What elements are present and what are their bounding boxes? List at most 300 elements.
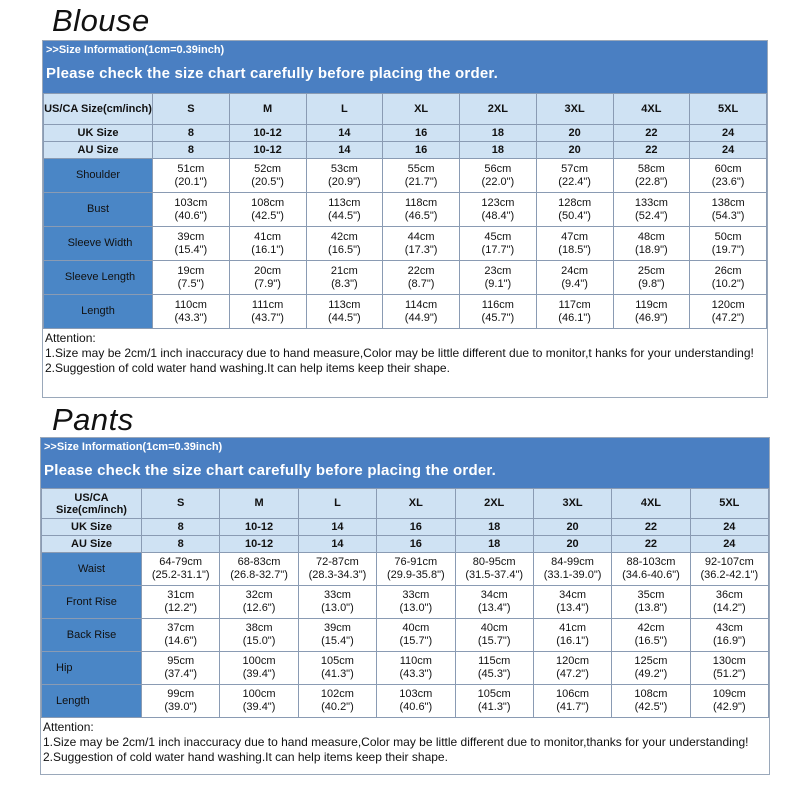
measurement-cell [377, 685, 455, 718]
value-inch: (46.5") [404, 209, 438, 222]
uk-size-cell: 22 [613, 125, 690, 142]
value-cm: 33cm [323, 589, 351, 601]
value-cm: 35cm [637, 589, 665, 601]
value-inch: (51.2") [712, 668, 746, 680]
measurement-row [44, 227, 767, 261]
value-inch: (23.6") [711, 175, 745, 188]
uk-size-cell: 24 [690, 519, 768, 536]
value-inch: (13.0") [399, 602, 433, 614]
value-inch: (41.3") [477, 701, 511, 713]
value-inch: (15.4") [321, 635, 354, 647]
au-size-cell: 20 [536, 142, 613, 159]
measurement-cell [306, 159, 383, 193]
measurement-cell [536, 159, 613, 193]
measurement-cell [229, 159, 306, 193]
measurement-cell [536, 261, 613, 295]
value-cm: 51cm [177, 162, 205, 175]
measurement-cell [153, 261, 230, 295]
value-inch: (49.2") [634, 668, 668, 680]
measurement-cell [533, 652, 611, 685]
size-table [41, 488, 769, 718]
value-inch: (8.3") [331, 277, 358, 290]
value-cm: 100cm [242, 688, 276, 700]
size-header-cell: S [153, 94, 230, 125]
measurement-cell [455, 553, 533, 586]
value-inch: (9.8") [638, 277, 665, 290]
measurement-row [42, 685, 769, 718]
value-cm: 56cm [484, 162, 512, 175]
blouse-section-title: Blouse [52, 3, 150, 38]
value-cm: 39cm [177, 230, 205, 243]
value-inch: (15.0") [242, 635, 276, 647]
uk-size-cell: 20 [536, 125, 613, 142]
value-inch: (41.7") [556, 701, 589, 713]
value-inch: (47.2") [556, 668, 589, 680]
value-inch: (44.5") [328, 311, 361, 324]
measurement-cell [455, 619, 533, 652]
value-inch: (20.1") [174, 175, 208, 188]
measurement-cell [229, 295, 306, 329]
measurement-row [42, 586, 769, 619]
measurement-label: Waist [42, 553, 142, 586]
value-inch: (19.7") [711, 243, 745, 256]
uk-size-label: UK Size [42, 519, 142, 536]
value-cm: 109cm [712, 688, 746, 700]
measurement-cell [220, 685, 298, 718]
measurement-label: Length [42, 685, 142, 718]
value-cm: 123cm [481, 196, 515, 209]
value-cm: 57cm [561, 162, 589, 175]
value-inch: (13.4") [556, 602, 589, 614]
measurement-cell [229, 193, 306, 227]
measurement-cell [613, 227, 690, 261]
value-inch: (39.0") [164, 701, 197, 713]
value-cm: 118cm [405, 196, 438, 209]
au-size-cell: 20 [533, 536, 611, 553]
value-inch: (48.4") [481, 209, 515, 222]
value-cm: 119cm [635, 298, 668, 311]
size-info-header [41, 438, 769, 488]
value-inch: (16.5") [634, 635, 668, 647]
uk-size-row [42, 519, 769, 536]
uk-size-cell: 8 [142, 519, 220, 536]
measurement-cell [690, 553, 768, 586]
value-cm: 19cm [177, 264, 205, 277]
measurement-cell [613, 261, 690, 295]
value-inch: (44.5") [328, 209, 361, 222]
measurement-cell [298, 586, 376, 619]
size-header-cell: 5XL [690, 489, 768, 519]
uk-size-row [44, 125, 767, 142]
measurement-cell [306, 193, 383, 227]
measurement-cell [377, 652, 455, 685]
measurement-row [42, 619, 769, 652]
measurement-cell [377, 553, 455, 586]
au-size-cell: 18 [460, 142, 537, 159]
value-inch: (22.0") [481, 175, 515, 188]
check-size-notice: Please check the size chart carefully before placing the order. [44, 462, 496, 479]
measurement-cell [377, 619, 455, 652]
measurement-label: Shoulder [44, 159, 153, 193]
au-size-cell: 8 [153, 142, 230, 159]
size-header-cell: 3XL [533, 489, 611, 519]
attention-notes [43, 329, 767, 376]
value-cm: 95cm [167, 655, 195, 667]
value-inch: (42.5") [634, 701, 668, 713]
value-inch: (47.2") [711, 311, 745, 324]
value-inch: (39.4") [242, 668, 276, 680]
measurement-cell [142, 619, 220, 652]
value-cm: 114cm [405, 298, 438, 311]
uk-size-cell: 16 [377, 519, 455, 536]
value-cm: 88-103cm [626, 556, 676, 568]
measurement-cell [536, 295, 613, 329]
value-cm: 40cm [480, 622, 508, 634]
value-cm: 23cm [484, 264, 512, 277]
value-inch: (25.2-31.1") [151, 569, 210, 581]
size-info-line: >>Size Information(1cm=0.39inch) [44, 441, 223, 453]
value-inch: (40.2") [321, 701, 354, 713]
value-cm: 42cm [637, 622, 665, 634]
value-cm: 45cm [484, 230, 512, 243]
measurement-cell [690, 652, 768, 685]
measurement-cell [298, 685, 376, 718]
value-cm: 113cm [328, 298, 361, 311]
measurement-cell [306, 295, 383, 329]
size-info-header [43, 41, 767, 93]
measurement-cell [220, 553, 298, 586]
measurement-cell [612, 586, 690, 619]
value-cm: 84-99cm [551, 556, 594, 568]
value-inch: (42.5") [251, 209, 284, 222]
measurement-cell [383, 261, 460, 295]
attention-title: Attention: [45, 331, 96, 345]
value-inch: (40.6") [174, 209, 208, 222]
measurement-cell [220, 586, 298, 619]
au-size-label: AU Size [42, 536, 142, 553]
value-inch: (52.4") [635, 209, 668, 222]
value-cm: 72-87cm [316, 556, 359, 568]
au-size-cell: 24 [690, 142, 767, 159]
value-cm: 76-91cm [394, 556, 438, 568]
measurement-cell [306, 227, 383, 261]
size-header-cell: S [142, 489, 220, 519]
measurement-row [44, 159, 767, 193]
measurement-cell [460, 295, 537, 329]
value-inch: (37.4") [164, 668, 197, 680]
measurement-cell [533, 619, 611, 652]
au-size-row [42, 536, 769, 553]
value-inch: (46.9") [635, 311, 668, 324]
size-info-line: >>Size Information(1cm=0.39inch) [46, 44, 225, 56]
value-cm: 108cm [251, 196, 285, 209]
value-cm: 42cm [330, 230, 358, 243]
size-header-cell: 3XL [536, 94, 613, 125]
pants-size-chart [40, 437, 770, 775]
size-header-cell: M [229, 94, 306, 125]
value-cm: 113cm [328, 196, 361, 209]
value-inch: (13.8") [634, 602, 668, 614]
measurement-cell [142, 553, 220, 586]
value-cm: 34cm [559, 589, 587, 601]
value-inch: (22.4") [558, 175, 591, 188]
blouse-size-chart [42, 40, 768, 398]
value-inch: (15.7") [399, 635, 433, 647]
measurement-cell [612, 619, 690, 652]
value-inch: (26.8-32.7") [230, 569, 288, 581]
value-cm: 48cm [637, 230, 665, 243]
value-cm: 40cm [402, 622, 430, 634]
value-cm: 128cm [558, 196, 592, 209]
value-inch: (15.4") [174, 243, 208, 256]
value-inch: (16.1") [251, 243, 284, 256]
value-cm: 117cm [558, 298, 591, 311]
au-size-cell: 14 [298, 536, 376, 553]
value-cm: 64-79cm [159, 556, 203, 568]
value-inch: (22.8") [635, 175, 668, 188]
value-cm: 24cm [561, 264, 589, 277]
value-inch: (36.2-42.1") [700, 569, 759, 581]
au-size-cell: 22 [613, 142, 690, 159]
measurement-row [44, 295, 767, 329]
measurement-label: Sleeve Width [44, 227, 153, 261]
size-header-row [44, 94, 767, 125]
value-inch: (17.3") [404, 243, 438, 256]
size-header-cell: L [306, 94, 383, 125]
value-cm: 25cm [637, 264, 665, 277]
value-cm: 110cm [399, 655, 432, 667]
value-inch: (20.5") [251, 175, 284, 188]
au-size-cell: 18 [455, 536, 533, 553]
uk-size-cell: 14 [298, 519, 376, 536]
value-cm: 105cm [320, 655, 354, 667]
value-inch: (16.5") [328, 243, 361, 256]
value-inch: (20.9") [328, 175, 361, 188]
au-size-cell: 24 [690, 536, 768, 553]
value-cm: 106cm [556, 688, 590, 700]
measurement-cell [142, 652, 220, 685]
value-inch: (29.9-35.8") [386, 569, 445, 581]
measurement-cell [536, 193, 613, 227]
measurement-label: Hip [42, 652, 142, 685]
measurement-cell [612, 685, 690, 718]
au-size-cell: 16 [383, 142, 460, 159]
uk-size-cell: 20 [533, 519, 611, 536]
uk-size-cell: 10-12 [220, 519, 298, 536]
measurement-cell [298, 553, 376, 586]
attention-note-2: 2.Suggestion of cold water hand washing.It can help items keep their shape. [45, 361, 450, 375]
value-inch: (45.3") [477, 668, 511, 680]
uk-size-label: UK Size [44, 125, 153, 142]
size-header-cell: M [220, 489, 298, 519]
value-inch: (10.2") [711, 277, 745, 290]
value-inch: (39.4") [242, 701, 276, 713]
pants-section-title: Pants [52, 402, 134, 437]
measurement-row [42, 553, 769, 586]
measurement-cell [229, 261, 306, 295]
value-inch: (21.7") [404, 175, 438, 188]
value-cm: 50cm [714, 230, 742, 243]
measurement-cell [613, 193, 690, 227]
value-cm: 111cm [251, 298, 284, 311]
value-cm: 53cm [330, 162, 358, 175]
value-inch: (31.5-37.4") [465, 569, 524, 581]
corner-label: US/CA Size(cm/inch) [44, 94, 153, 125]
value-cm: 41cm [254, 230, 282, 243]
value-inch: (12.2") [164, 602, 197, 614]
value-cm: 33cm [402, 589, 430, 601]
value-cm: 47cm [561, 230, 589, 243]
value-cm: 102cm [320, 688, 354, 700]
value-cm: 41cm [559, 622, 587, 634]
size-header-cell: 5XL [690, 94, 767, 125]
measurement-label: Bust [44, 193, 153, 227]
measurement-cell [690, 261, 767, 295]
attention-notes [41, 718, 769, 765]
measurement-cell [383, 159, 460, 193]
value-cm: 103cm [174, 196, 208, 209]
measurement-cell [383, 227, 460, 261]
measurement-cell [142, 586, 220, 619]
au-size-cell: 22 [612, 536, 690, 553]
measurement-cell [460, 261, 537, 295]
au-size-cell: 8 [142, 536, 220, 553]
value-cm: 43cm [715, 622, 743, 634]
value-inch: (41.3") [321, 668, 354, 680]
uk-size-cell: 24 [690, 125, 767, 142]
check-size-notice: Please check the size chart carefully before placing the order. [46, 65, 498, 82]
value-cm: 80-95cm [472, 556, 516, 568]
value-inch: (46.1") [558, 311, 591, 324]
value-inch: (7.5") [177, 277, 205, 290]
value-cm: 31cm [167, 589, 195, 601]
au-size-cell: 16 [377, 536, 455, 553]
attention-title: Attention: [43, 720, 94, 734]
size-header-cell: 2XL [460, 94, 537, 125]
size-table [43, 93, 767, 329]
measurement-cell [377, 586, 455, 619]
measurement-label: Back Rise [42, 619, 142, 652]
measurement-cell [460, 227, 537, 261]
value-cm: 68-83cm [237, 556, 281, 568]
uk-size-cell: 16 [383, 125, 460, 142]
measurement-cell [690, 193, 767, 227]
value-inch: (34.6-40.6") [622, 569, 680, 581]
value-cm: 21cm [330, 264, 358, 277]
measurement-cell [690, 159, 767, 193]
value-cm: 100cm [242, 655, 276, 667]
uk-size-cell: 10-12 [229, 125, 306, 142]
value-inch: (9.4") [561, 277, 588, 290]
value-inch: (44.9") [404, 311, 438, 324]
uk-size-cell: 8 [153, 125, 230, 142]
measurement-label: Length [44, 295, 153, 329]
value-inch: (12.6") [242, 602, 276, 614]
measurement-cell [153, 159, 230, 193]
value-inch: (9.1") [484, 277, 512, 290]
measurement-cell [153, 193, 230, 227]
value-cm: 52cm [254, 162, 282, 175]
value-cm: 116cm [481, 298, 514, 311]
value-inch: (43.3") [399, 668, 433, 680]
measurement-cell [690, 685, 768, 718]
measurement-cell [383, 295, 460, 329]
measurement-row [44, 193, 767, 227]
value-cm: 105cm [477, 688, 511, 700]
measurement-label: Front Rise [42, 586, 142, 619]
value-cm: 133cm [634, 196, 668, 209]
size-header-cell: 4XL [612, 489, 690, 519]
measurement-cell [460, 193, 537, 227]
measurement-cell [229, 227, 306, 261]
uk-size-cell: 18 [455, 519, 533, 536]
value-cm: 130cm [712, 655, 746, 667]
value-inch: (18.5") [558, 243, 591, 256]
size-header-cell: XL [383, 94, 460, 125]
value-cm: 60cm [714, 162, 742, 175]
measurement-row [42, 652, 769, 685]
value-cm: 58cm [637, 162, 665, 175]
value-cm: 38cm [245, 622, 273, 634]
measurement-cell [533, 685, 611, 718]
value-cm: 120cm [711, 298, 745, 311]
measurement-cell [455, 586, 533, 619]
measurement-cell [220, 652, 298, 685]
uk-size-cell: 22 [612, 519, 690, 536]
measurement-cell [690, 295, 767, 329]
value-inch: (54.3") [711, 209, 745, 222]
measurement-cell [612, 652, 690, 685]
value-inch: (45.7") [481, 311, 515, 324]
value-cm: 37cm [167, 622, 195, 634]
value-cm: 115cm [478, 655, 511, 667]
value-cm: 110cm [174, 298, 207, 311]
attention-note-2: 2.Suggestion of cold water hand washing.It can help items keep their shape. [43, 750, 448, 764]
value-cm: 125cm [634, 655, 668, 667]
value-cm: 108cm [634, 688, 668, 700]
measurement-row [44, 261, 767, 295]
value-cm: 103cm [399, 688, 433, 700]
size-header-cell: 2XL [455, 489, 533, 519]
value-inch: (33.1-39.0") [543, 569, 602, 581]
value-cm: 20cm [254, 264, 282, 277]
value-inch: (50.4") [558, 209, 591, 222]
measurement-cell [220, 619, 298, 652]
au-size-label: AU Size [44, 142, 153, 159]
value-inch: (42.9") [712, 701, 746, 713]
measurement-cell [153, 227, 230, 261]
measurement-cell [142, 685, 220, 718]
measurement-cell [455, 685, 533, 718]
attention-note-1: 1.Size may be 2cm/1 inch inaccuracy due to hand measure,Color may be little different due to monitor,thanks for your understanding! [43, 735, 749, 749]
value-cm: 39cm [323, 622, 351, 634]
value-inch: (8.7") [407, 277, 435, 290]
size-header-cell: 4XL [613, 94, 690, 125]
value-cm: 26cm [714, 264, 742, 277]
size-header-cell: L [298, 489, 376, 519]
value-inch: (16.1") [556, 635, 589, 647]
measurement-cell [612, 553, 690, 586]
measurement-cell [298, 619, 376, 652]
value-cm: 138cm [711, 196, 745, 209]
value-inch: (13.0") [321, 602, 354, 614]
value-inch: (15.7") [477, 635, 511, 647]
measurement-cell [533, 586, 611, 619]
value-inch: (17.7") [481, 243, 515, 256]
value-inch: (7.9") [254, 277, 281, 290]
measurement-cell [533, 553, 611, 586]
value-inch: (13.4") [477, 602, 511, 614]
